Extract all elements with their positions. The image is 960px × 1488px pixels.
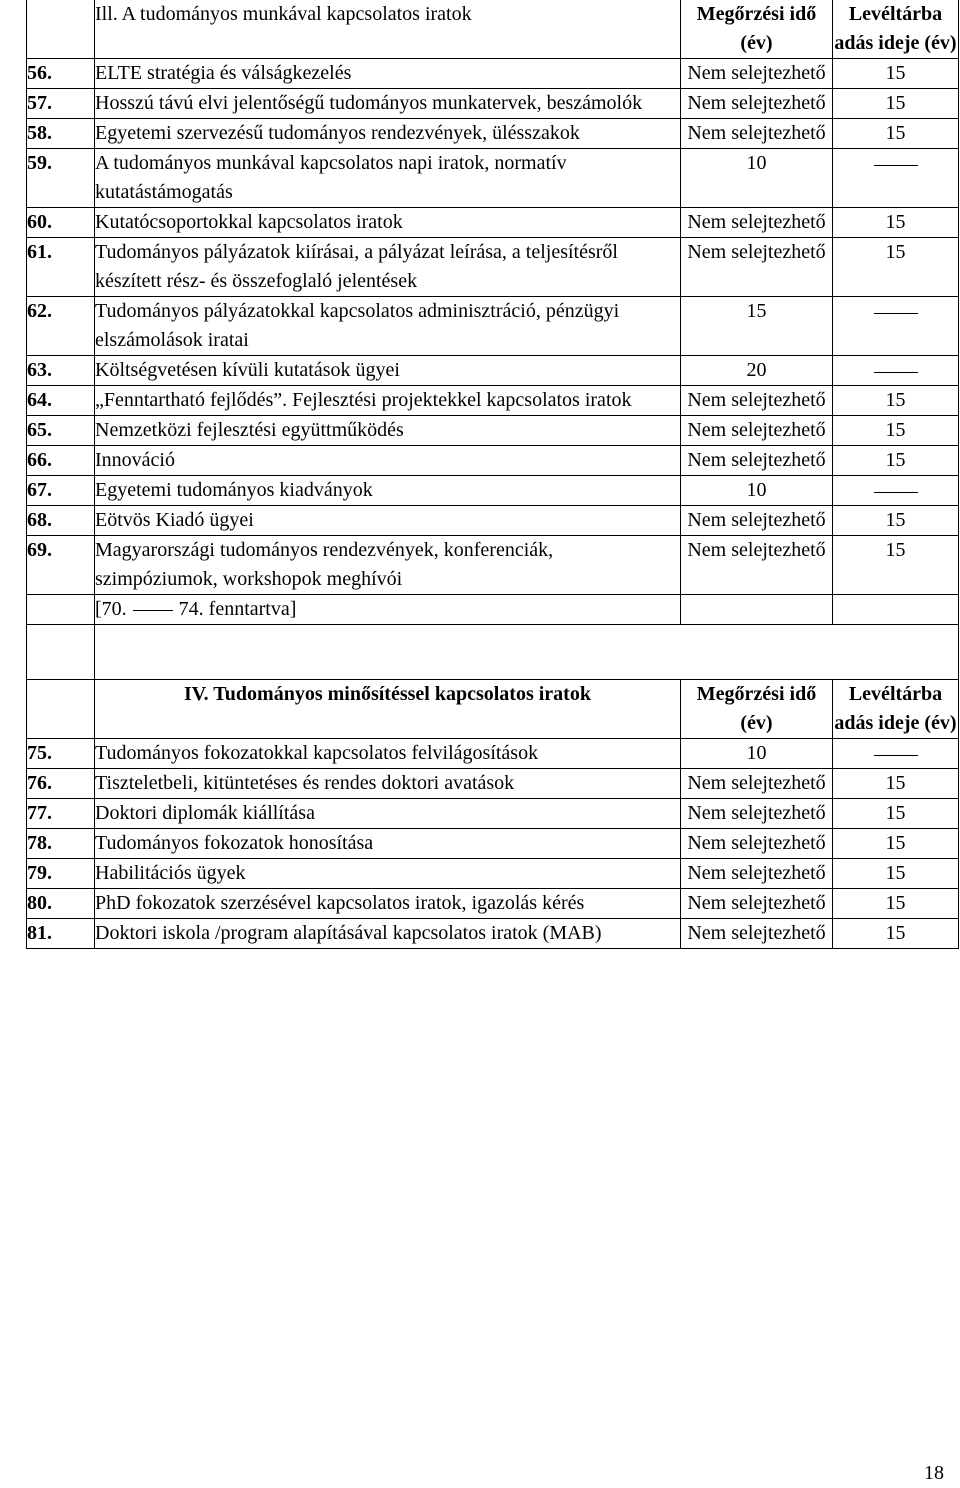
row-number: 56. bbox=[27, 59, 95, 89]
row-retention: Nem selejtezhető bbox=[681, 446, 833, 476]
row-archive: 15 bbox=[833, 238, 959, 297]
row-number: 69. bbox=[27, 536, 95, 595]
row-number: 75. bbox=[27, 739, 95, 769]
row-description: Hosszú távú elvi jelentőségű tudományos munkatervek, beszámolók bbox=[95, 89, 681, 119]
row-description: Tudományos fokozatokkal kapcsolatos felvilágosítások bbox=[95, 739, 681, 769]
row-description: Doktori iskola /program alapításával kapcsolatos iratok (MAB) bbox=[95, 919, 681, 949]
row-number: 64. bbox=[27, 386, 95, 416]
row-number: 76. bbox=[27, 769, 95, 799]
row-description: Tudományos pályázatokkal kapcsolatos adminisztráció, pénzügyi elszámolások iratai bbox=[95, 297, 681, 356]
row-retention: Nem selejtezhető bbox=[681, 889, 833, 919]
row-number: 81. bbox=[27, 919, 95, 949]
row-retention: Nem selejtezhető bbox=[681, 416, 833, 446]
row-archive bbox=[833, 149, 959, 208]
row-archive: 15 bbox=[833, 889, 959, 919]
row-archive bbox=[833, 476, 959, 506]
row-number: 63. bbox=[27, 356, 95, 386]
section3-title: Ill. A tudományos munkával kapcsolatos iratok bbox=[95, 0, 681, 59]
row-retention: Nem selejtezhető bbox=[681, 238, 833, 297]
table-row bbox=[27, 386, 959, 416]
row-number: 61. bbox=[27, 238, 95, 297]
row-retention: Nem selejtezhető bbox=[681, 799, 833, 829]
row-number: 78. bbox=[27, 829, 95, 859]
row-description: Tudományos fokozatok honosítása bbox=[95, 829, 681, 859]
row-archive: 15 bbox=[833, 386, 959, 416]
row-archive: 15 bbox=[833, 208, 959, 238]
row-archive: 15 bbox=[833, 799, 959, 829]
row-description: Eötvös Kiadó ügyei bbox=[95, 506, 681, 536]
reserved-end: 74. fenntartva] bbox=[178, 598, 297, 620]
row-retention: Nem selejtezhető bbox=[681, 386, 833, 416]
table-row bbox=[27, 297, 959, 356]
row-description: PhD fokozatok szerzésével kapcsolatos iratok, igazolás kérés bbox=[95, 889, 681, 919]
table-row bbox=[27, 356, 959, 386]
row-number: 68. bbox=[27, 506, 95, 536]
table-row bbox=[27, 829, 959, 859]
row-number: 57. bbox=[27, 89, 95, 119]
row-description: Egyetemi szervezésű tudományos rendezvények, ülésszakok bbox=[95, 119, 681, 149]
row-description: Kutatócsoportokkal kapcsolatos iratok bbox=[95, 208, 681, 238]
row-retention: 10 bbox=[681, 739, 833, 769]
row-number: 62. bbox=[27, 297, 95, 356]
row-description: „Fenntartható fejlődés”. Fejlesztési projektekkel kapcsolatos iratok bbox=[95, 386, 681, 416]
reserved-range bbox=[95, 595, 681, 625]
row-description: Magyarországi tudományos rendezvények, konferenciák, szimpóziumok, workshopok meghívói bbox=[95, 536, 681, 595]
row-description: Habilitációs ügyek bbox=[95, 859, 681, 889]
row-description: Tiszteletbeli, kitüntetéses és rendes doktori avatások bbox=[95, 769, 681, 799]
table-row bbox=[27, 889, 959, 919]
dash-mark bbox=[874, 755, 918, 756]
row-number: 65. bbox=[27, 416, 95, 446]
row-retention: 10 bbox=[681, 149, 833, 208]
table-row bbox=[27, 119, 959, 149]
row-number: 67. bbox=[27, 476, 95, 506]
row-number: 66. bbox=[27, 446, 95, 476]
table-row bbox=[27, 739, 959, 769]
row-retention: Nem selejtezhető bbox=[681, 859, 833, 889]
table-row bbox=[27, 769, 959, 799]
row-retention: 20 bbox=[681, 356, 833, 386]
records-retention-table bbox=[26, 0, 959, 949]
row-description: ELTE stratégia és válságkezelés bbox=[95, 59, 681, 89]
row-archive: 15 bbox=[833, 119, 959, 149]
row-retention: Nem selejtezhető bbox=[681, 769, 833, 799]
table-row bbox=[27, 416, 959, 446]
reserved-start: [70. bbox=[95, 598, 127, 620]
row-description: Tudományos pályázatok kiírásai, a pályázat leírása, a teljesítésről készített rész- és összefoglaló jelentések bbox=[95, 238, 681, 297]
dash-mark bbox=[874, 492, 918, 493]
table-row bbox=[27, 149, 959, 208]
section3-col-arch: Levéltárba adás ideje (év) bbox=[833, 0, 959, 59]
row-archive bbox=[833, 356, 959, 386]
section4-title: IV. Tudományos minősítéssel kapcsolatos iratok bbox=[95, 680, 681, 739]
row-number: 59. bbox=[27, 149, 95, 208]
row-retention: Nem selejtezhető bbox=[681, 59, 833, 89]
row-description: Költségvetésen kívüli kutatások ügyei bbox=[95, 356, 681, 386]
row-retention: Nem selejtezhető bbox=[681, 119, 833, 149]
row-archive: 15 bbox=[833, 506, 959, 536]
row-archive bbox=[833, 297, 959, 356]
row-description: Innováció bbox=[95, 446, 681, 476]
spacer-row bbox=[27, 625, 959, 680]
table-row bbox=[27, 506, 959, 536]
row-number: 80. bbox=[27, 889, 95, 919]
row-archive: 15 bbox=[833, 89, 959, 119]
row-archive: 15 bbox=[833, 416, 959, 446]
row-archive bbox=[833, 739, 959, 769]
row-retention: Nem selejtezhető bbox=[681, 208, 833, 238]
section3-header-row bbox=[27, 0, 959, 59]
table-row bbox=[27, 799, 959, 829]
section3-col-keep: Megőrzési idő (év) bbox=[681, 0, 833, 59]
table-row bbox=[27, 536, 959, 595]
row-description: A tudományos munkával kapcsolatos napi iratok, normatív kutatástámogatás bbox=[95, 149, 681, 208]
row-retention: Nem selejtezhető bbox=[681, 506, 833, 536]
row-description: Nemzetközi fejlesztési együttműködés bbox=[95, 416, 681, 446]
table-row bbox=[27, 859, 959, 889]
row-retention: Nem selejtezhető bbox=[681, 829, 833, 859]
row-archive: 15 bbox=[833, 829, 959, 859]
dash-mark bbox=[874, 372, 918, 373]
section4-header-row bbox=[27, 680, 959, 739]
section4-col-arch: Levéltárba adás ideje (év) bbox=[833, 680, 959, 739]
row-number: 79. bbox=[27, 859, 95, 889]
row-archive: 15 bbox=[833, 919, 959, 949]
row-number: 77. bbox=[27, 799, 95, 829]
table-row bbox=[27, 238, 959, 297]
row-archive: 15 bbox=[833, 59, 959, 89]
row-retention: Nem selejtezhető bbox=[681, 919, 833, 949]
row-retention: 15 bbox=[681, 297, 833, 356]
row-description: Doktori diplomák kiállítása bbox=[95, 799, 681, 829]
row-archive: 15 bbox=[833, 859, 959, 889]
dash-mark bbox=[874, 313, 918, 314]
dash-mark bbox=[133, 610, 173, 611]
table-row bbox=[27, 446, 959, 476]
row-number: 60. bbox=[27, 208, 95, 238]
reserved-row bbox=[27, 595, 959, 625]
table-row bbox=[27, 59, 959, 89]
table-row bbox=[27, 208, 959, 238]
table-row bbox=[27, 919, 959, 949]
row-retention: 10 bbox=[681, 476, 833, 506]
row-archive: 15 bbox=[833, 769, 959, 799]
row-description: Egyetemi tudományos kiadványok bbox=[95, 476, 681, 506]
dash-mark bbox=[874, 165, 918, 166]
row-retention: Nem selejtezhető bbox=[681, 536, 833, 595]
table-row bbox=[27, 89, 959, 119]
row-archive: 15 bbox=[833, 446, 959, 476]
table-body bbox=[27, 0, 959, 949]
row-retention: Nem selejtezhető bbox=[681, 89, 833, 119]
page-number: 18 bbox=[924, 1462, 944, 1484]
row-archive: 15 bbox=[833, 536, 959, 595]
table-row bbox=[27, 476, 959, 506]
section4-col-keep: Megőrzési idő (év) bbox=[681, 680, 833, 739]
row-number: 58. bbox=[27, 119, 95, 149]
